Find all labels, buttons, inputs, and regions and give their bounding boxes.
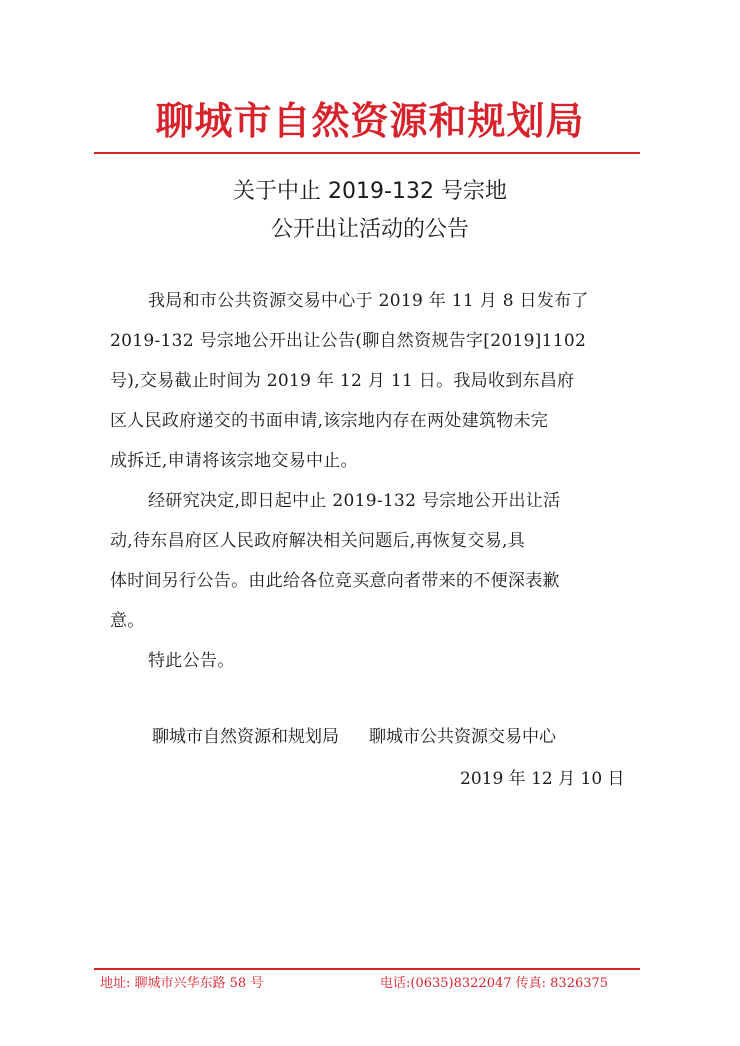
organization-header: 聊城市自然资源和规划局	[155, 98, 585, 143]
header-divider	[94, 152, 640, 154]
paragraph-1-line-4: 区人民政府递交的书面申请,该宗地内存在两处建筑物未完	[110, 411, 549, 431]
closing-remark: 特此公告。	[148, 651, 235, 671]
paragraph-2-line-1: 经研究决定,即日起中止 2019-132 号宗地公开出让活	[148, 491, 561, 511]
issuer-2: 聊城市公共资源交易中心	[369, 727, 556, 747]
paragraph-1-line-2: 2019-132 号宗地公开出让公告(聊自然资规告字[2019]1102	[110, 331, 587, 351]
document-title-line-1: 关于中止 2019-132 号宗地	[233, 179, 507, 204]
paragraph-1-line-5: 成拆迁,申请将该宗地交易中止。	[110, 451, 358, 471]
paragraph-1-line-1: 我局和市公共资源交易中心于 2019 年 11 月 8 日发布了	[148, 291, 589, 311]
paragraph-1-line-3: 号),交易截止时间为 2019 年 12 月 11 日。我局收到东昌府	[110, 371, 575, 391]
footer-divider	[94, 968, 640, 970]
paragraph-2-line-3: 体时间另行公告。由此给各位竞买意向者带来的不便深表歉	[110, 571, 560, 591]
issue-date: 2019 年 12 月 10 日	[460, 769, 625, 789]
document-title-line-2: 公开出让活动的公告	[270, 217, 469, 242]
footer-contact: 电话:(0635)8322047 传真: 8326375	[380, 976, 609, 991]
issuer-1: 聊城市自然资源和规划局	[152, 727, 339, 747]
signature-line	[152, 722, 556, 747]
footer-address: 地址: 聊城市兴华东路 58 号	[100, 976, 264, 991]
paragraph-2-line-4: 意。	[110, 611, 145, 631]
paragraph-2-line-2: 动,待东昌府区人民政府解决相关问题后,再恢复交易,具	[110, 531, 526, 551]
